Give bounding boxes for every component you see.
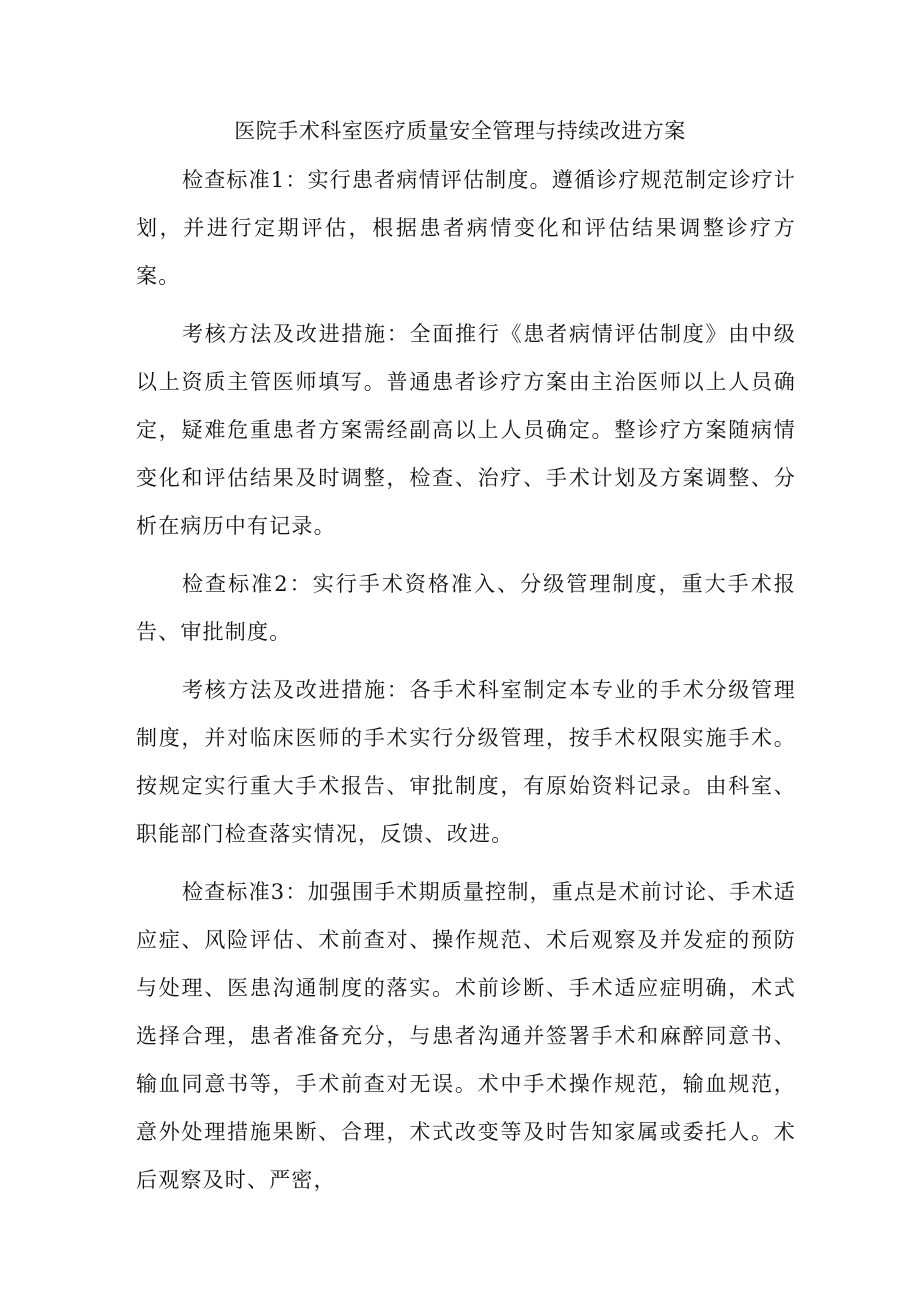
- document-title: 医院手术科室医疗质量安全管理与持续改进方案: [234, 119, 686, 143]
- paragraph-assessment-1: 考核方法及改进措施：全面推行《患者病情评估制度》由中级以上资质主管医师填写。普通患者诊疗方案由主治医师以上人员确定，疑难危重患者方案需经副高以上人员确定。整诊疗方案随病情变化和评估结果及时调整，检查、治疗、手术计划及方案调整、分析在病历中有记录。: [136, 322, 796, 538]
- paragraph-standard-1: 检查标准1：实行患者病情评估制度。遵循诊疗规范制定诊疗计划，并进行定期评估，根据患者病情变化和评估结果调整诊疗方案。: [136, 168, 796, 288]
- document-body: [136, 156, 796, 1214]
- paragraph-standard-2: 检查标准2：实行手术资格准入、分级管理制度，重大手术报告、审批制度。: [136, 572, 796, 644]
- paragraph-assessment-2: 考核方法及改进措施：各手术科室制定本专业的手术分级管理制度，并对临床医师的手术实行分级管理，按手术权限实施手术。按规定实行重大手术报告、审批制度，有原始资料记录。由科室、职能部门检查落实情况，反馈、改进。: [136, 678, 796, 846]
- paragraph-standard-3: 检查标准3：加强围手术期质量控制，重点是术前讨论、手术适应症、风险评估、术前查对、操作规范、术后观察及并发症的预防与处理、医患沟通制度的落实。术前诊断、手术适应症明确，术式选择合理，患者准备充分，与患者沟通并签署手术和麻醉同意书、输血同意书等，手术前查对无误。术中手术操作规范，输血规范，意外处理措施果断、合理，术式改变等及时告知家属或委托人。术后观察及时、严密，: [136, 880, 796, 1192]
